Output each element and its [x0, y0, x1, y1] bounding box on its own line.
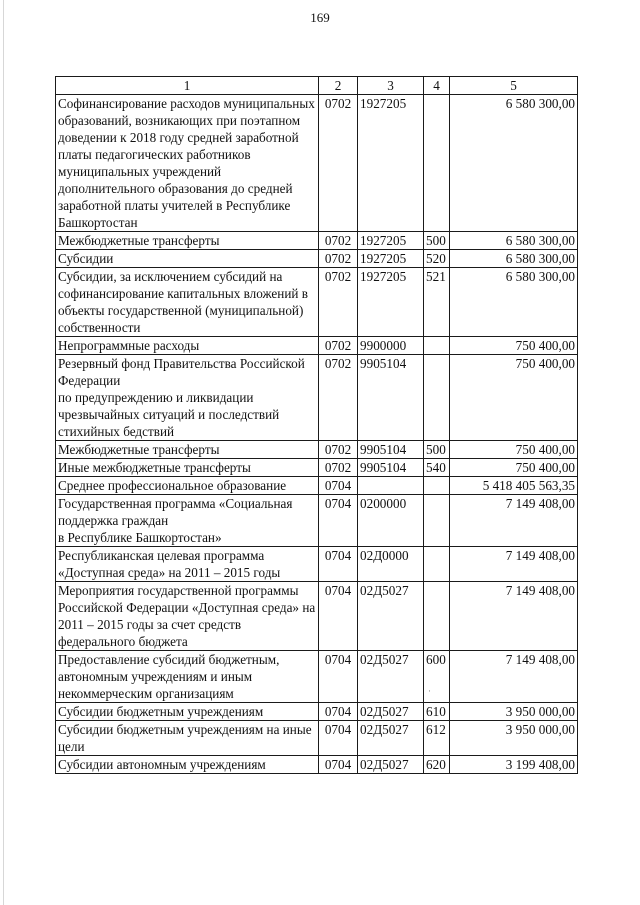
cell-name: Субсидии бюджетным учреждениям на иные цели	[56, 721, 319, 756]
cell-amount: 7 149 408,00	[450, 582, 578, 651]
cell-expense-type: 520	[424, 250, 450, 268]
table-row	[56, 495, 578, 547]
header-name: 1	[56, 77, 319, 95]
cell-section: 0704	[319, 651, 358, 703]
cell-name: Межбюджетные трансферты	[56, 232, 319, 250]
header-amount: 5	[450, 77, 578, 95]
cell-article: 02Д5027	[358, 582, 424, 651]
cell-section: 0704	[319, 721, 358, 756]
table-row	[56, 441, 578, 459]
table-row	[56, 651, 578, 703]
cell-section: 0704	[319, 756, 358, 774]
table-row	[56, 337, 578, 355]
header-section: 2	[319, 77, 358, 95]
page-number: 169	[310, 10, 330, 25]
cell-name: Субсидии, за исключением субсидий на софинансирование капитальных вложений в объекты государственной (муниципальной) собственности	[56, 268, 319, 337]
cell-article: 1927205	[358, 232, 424, 250]
cell-name: Мероприятия государственной программы Российской Федерации «Доступная среда» на 2011 – 2015 годы за счет средств федерального бюджета	[56, 582, 319, 651]
cell-name: Иные межбюджетные трансферты	[56, 459, 319, 477]
cell-amount: 750 400,00	[450, 337, 578, 355]
cell-amount: 6 580 300,00	[450, 250, 578, 268]
table-row	[56, 95, 578, 232]
table-row	[56, 721, 578, 756]
cell-name: Среднее профессиональное образование	[56, 477, 319, 495]
cell-name: Предоставление субсидий бюджетным, автономным учреждениям и иным некоммерческим организациям	[56, 651, 319, 703]
cell-article: 02Д5027	[358, 703, 424, 721]
cell-section: 0704	[319, 495, 358, 547]
cell-section: 0702	[319, 250, 358, 268]
cell-section: 0704	[319, 582, 358, 651]
cell-article: 9905104	[358, 441, 424, 459]
cell-amount: 5 418 405 563,35	[450, 477, 578, 495]
table-row	[56, 547, 578, 582]
cell-amount: 7 149 408,00	[450, 547, 578, 582]
table-row	[56, 232, 578, 250]
cell-article: 9900000	[358, 337, 424, 355]
header-article: 3	[358, 77, 424, 95]
cell-amount: 7 149 408,00	[450, 651, 578, 703]
table-row	[56, 477, 578, 495]
table-header-row	[56, 77, 578, 95]
cell-expense-type: 500	[424, 441, 450, 459]
cell-amount: 3 950 000,00	[450, 703, 578, 721]
cell-amount: 750 400,00	[450, 355, 578, 441]
cell-expense-type: 620	[424, 756, 450, 774]
cell-section: 0704	[319, 547, 358, 582]
table-row	[56, 250, 578, 268]
cell-name: Резервный фонд Правительства Российской Федерации по предупреждению и ликвидации чрезвычайных ситуаций и последствий стихийных бедствий	[56, 355, 319, 441]
cell-amount: 3 199 408,00	[450, 756, 578, 774]
cell-expense-type	[424, 337, 450, 355]
cell-name: Государственная программа «Социальная поддержка граждан в Республике Башкортостан»	[56, 495, 319, 547]
cell-name: Межбюджетные трансферты	[56, 441, 319, 459]
cell-section: 0702	[319, 337, 358, 355]
cell-article: 02Д5027	[358, 756, 424, 774]
cell-name: Республиканская целевая программа «Доступная среда» на 2011 – 2015 годы	[56, 547, 319, 582]
cell-article: 1927205	[358, 250, 424, 268]
table-body	[56, 95, 578, 774]
cell-expense-type: 540	[424, 459, 450, 477]
scan-mark: ·	[428, 686, 431, 696]
cell-amount: 750 400,00	[450, 459, 578, 477]
cell-expense-type: 500	[424, 232, 450, 250]
cell-name: Субсидии	[56, 250, 319, 268]
scan-margin-line	[3, 0, 4, 905]
cell-article: 1927205	[358, 268, 424, 337]
cell-expense-type: 521	[424, 268, 450, 337]
budget-table	[55, 76, 578, 774]
cell-article: 02Д0000	[358, 547, 424, 582]
cell-section: 0702	[319, 355, 358, 441]
cell-section: 0702	[319, 459, 358, 477]
cell-amount: 6 580 300,00	[450, 95, 578, 232]
table-row	[56, 268, 578, 337]
cell-name: Непрограммные расходы	[56, 337, 319, 355]
cell-expense-type	[424, 477, 450, 495]
cell-name: Субсидии автономным учреждениям	[56, 756, 319, 774]
cell-article: 9905104	[358, 459, 424, 477]
cell-expense-type: 600	[424, 651, 450, 703]
table-row	[56, 582, 578, 651]
cell-expense-type	[424, 495, 450, 547]
cell-article: 02Д5027	[358, 651, 424, 703]
table-row	[56, 756, 578, 774]
header-expense-type: 4	[424, 77, 450, 95]
cell-article: 1927205	[358, 95, 424, 232]
table-row	[56, 703, 578, 721]
cell-expense-type	[424, 355, 450, 441]
cell-expense-type	[424, 582, 450, 651]
cell-expense-type: 610	[424, 703, 450, 721]
cell-section: 0702	[319, 441, 358, 459]
cell-amount: 6 580 300,00	[450, 268, 578, 337]
table-row	[56, 459, 578, 477]
cell-expense-type	[424, 547, 450, 582]
cell-article: 0200000	[358, 495, 424, 547]
cell-expense-type	[424, 95, 450, 232]
cell-article	[358, 477, 424, 495]
cell-section: 0702	[319, 232, 358, 250]
cell-amount: 750 400,00	[450, 441, 578, 459]
cell-section: 0704	[319, 477, 358, 495]
cell-name: Софинансирование расходов муниципальных образований, возникающих при поэтапном доведении к 2018 году средней заработной платы педагогических работников муниципальных учреждений дополнительного образования до средней заработной платы учителей в Республике Башкортостан	[56, 95, 319, 232]
cell-expense-type: 612	[424, 721, 450, 756]
table-row	[56, 355, 578, 441]
cell-amount: 7 149 408,00	[450, 495, 578, 547]
cell-article: 02Д5027	[358, 721, 424, 756]
cell-article: 9905104	[358, 355, 424, 441]
cell-amount: 3 950 000,00	[450, 721, 578, 756]
cell-section: 0702	[319, 95, 358, 232]
cell-name: Субсидии бюджетным учреждениям	[56, 703, 319, 721]
cell-amount: 6 580 300,00	[450, 232, 578, 250]
cell-section: 0702	[319, 268, 358, 337]
cell-section: 0704	[319, 703, 358, 721]
